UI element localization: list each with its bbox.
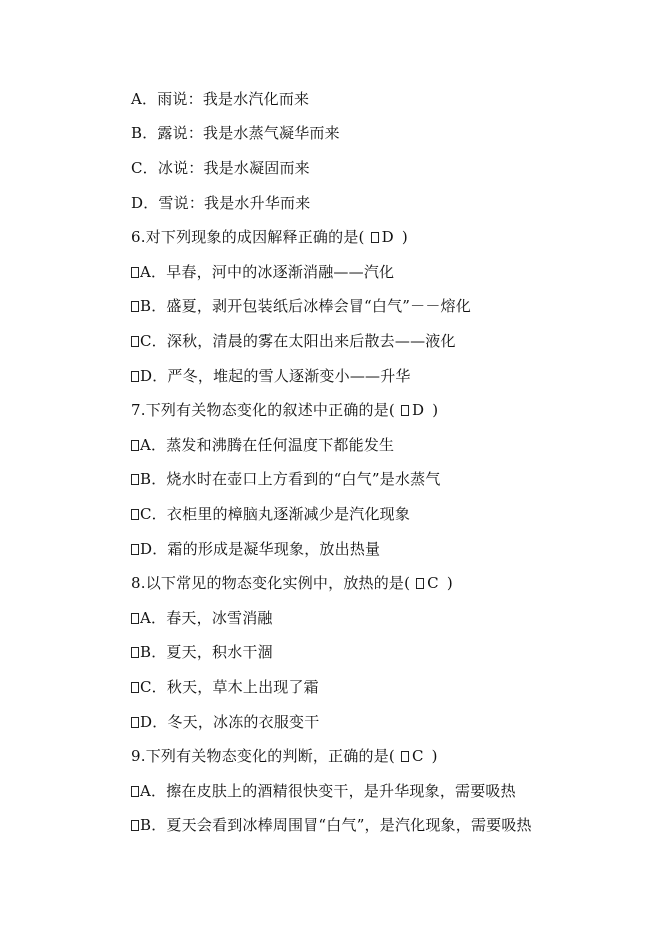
q6-option-d <box>131 365 411 387</box>
answer-box-icon <box>371 232 379 243</box>
option-text: B．夏天会看到冰棒周围冒“白气”，是汽化现象，需要吸热 <box>140 816 532 834</box>
option-text: D．冬天，冰冻的衣服变干 <box>140 713 320 731</box>
box-icon <box>131 474 139 485</box>
answer-box-icon <box>416 578 424 589</box>
q7-option-c <box>131 503 410 525</box>
box-icon <box>131 613 139 624</box>
q7-option-d <box>131 538 380 560</box>
close-paren: ) <box>432 401 439 419</box>
q6-option-c <box>131 330 456 352</box>
option-text: C．秋天，草木上出现了霜 <box>140 678 319 696</box>
box-icon <box>131 682 139 693</box>
q8-option-a <box>131 607 273 629</box>
option-text: B．露说：我是水蒸气凝华而来 <box>131 124 340 142</box>
question-text: 9.下列有关物态变化的判断，正确的是( <box>131 747 395 765</box>
box-icon <box>131 647 139 658</box>
option-text: C．深秋，清晨的雾在太阳出来后散去——液化 <box>140 332 456 350</box>
close-paren: ) <box>431 747 438 765</box>
close-paren: ) <box>401 228 408 246</box>
box-icon <box>131 301 139 312</box>
q8-option-b <box>131 641 273 663</box>
q6-option-b <box>131 295 471 317</box>
question-text: 6.对下列现象的成因解释正确的是( <box>131 228 365 246</box>
box-icon <box>131 544 139 555</box>
answer-box-icon <box>401 405 409 416</box>
answer-letter: C <box>427 574 439 592</box>
q5-option-d <box>131 192 310 214</box>
q8-stem <box>131 572 453 594</box>
box-icon <box>131 371 139 382</box>
q7-stem <box>131 399 438 421</box>
q7-option-a <box>131 434 394 456</box>
answer-box-icon <box>401 751 409 762</box>
option-text: A．雨说：我是水汽化而来 <box>131 90 310 108</box>
answer-letter: D <box>381 228 394 246</box>
answer-letter: C <box>411 747 424 765</box>
option-text: A．春天，冰雪消融 <box>140 609 273 627</box>
q5-option-b <box>131 122 340 144</box>
box-icon <box>131 336 139 347</box>
option-text: C．衣柜里的樟脑丸逐渐减少是汽化现象 <box>140 505 411 523</box>
option-text: D．霜的形成是凝华现象，放出热量 <box>140 540 381 558</box>
box-icon <box>131 820 139 831</box>
option-text: B．夏天，积水干涸 <box>140 643 273 661</box>
q6-option-a <box>131 261 394 283</box>
q8-option-c <box>131 676 319 698</box>
q8-option-d <box>131 711 319 733</box>
q7-option-b <box>131 468 441 490</box>
question-text: 7.下列有关物态变化的叙述中正确的是( <box>131 401 395 419</box>
q5-option-c <box>131 157 310 179</box>
option-text: A．早春，河中的冰逐渐消融——汽化 <box>140 263 395 281</box>
option-text: D．严冬，堆起的雪人逐渐变小——升华 <box>140 367 411 385</box>
box-icon <box>131 717 139 728</box>
q9-option-a <box>131 780 516 802</box>
option-text: B．盛夏，剥开包装纸后冰棒会冒“白气”－－熔化 <box>140 297 471 315</box>
option-text: B．烧水时在壶口上方看到的“白气”是水蒸气 <box>140 470 441 488</box>
option-text: A．擦在皮肤上的酒精很快变干，是升华现象，需要吸热 <box>140 782 516 800</box>
q6-stem <box>131 226 408 248</box>
box-icon <box>131 509 139 520</box>
q5-option-a <box>131 88 309 110</box>
question-text: 8.以下常见的物态变化实例中，放热的是( <box>131 574 411 592</box>
close-paren: ) <box>446 574 453 592</box>
box-icon <box>131 786 139 797</box>
box-icon <box>131 440 139 451</box>
option-text: C．冰说：我是水凝固而来 <box>131 159 310 177</box>
q9-option-b <box>131 814 532 836</box>
option-text: A．蒸发和沸腾在任何温度下都能发生 <box>140 436 395 454</box>
option-text: D．雪说：我是水升华而来 <box>131 194 311 212</box>
box-icon <box>131 267 139 278</box>
answer-letter: D <box>411 401 425 419</box>
q9-stem <box>131 745 438 767</box>
